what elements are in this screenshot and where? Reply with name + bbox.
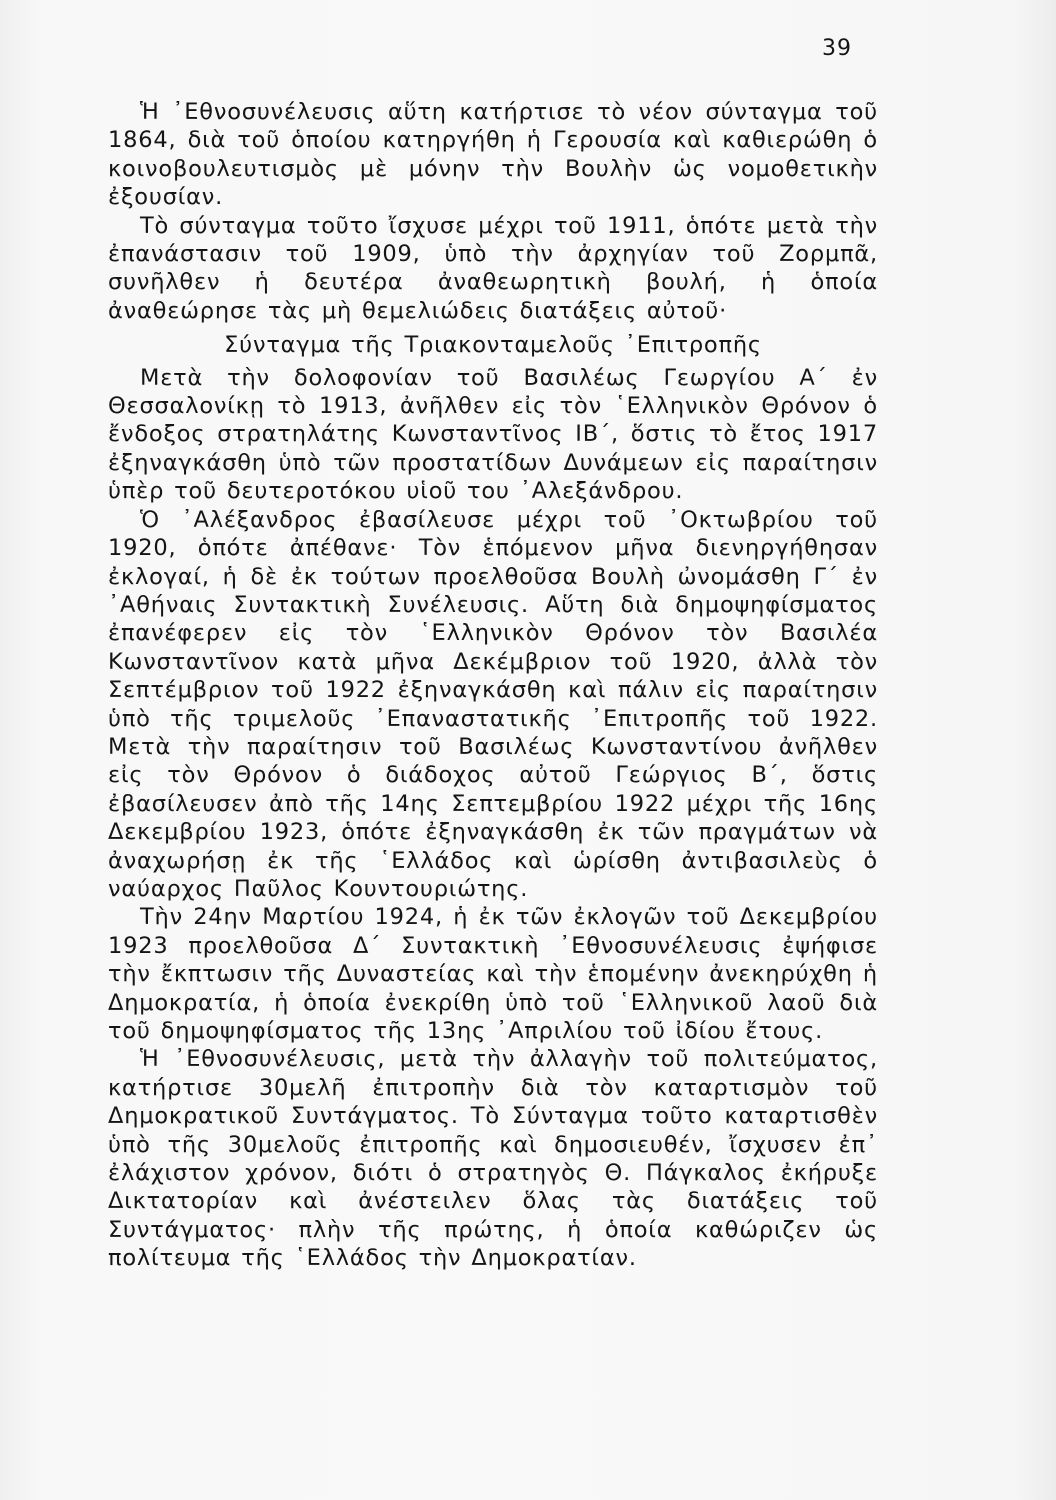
paragraph-1: Ἡ ᾿Εθνοσυνέλευσις αὕτη κατήρτισε τὸ νέον σύνταγμα τοῦ 1864, διὰ τοῦ ὁποίου κατηργήθη ἡ Γερουσία καὶ καθιερώθη ὁ κοινοβουλευτισμὸς μὲ μόνην τὴν Βουλὴν ὡς νομοθετικὴν ἐξουσίαν.: [108, 99, 878, 211]
section-heading: Σύνταγμα τῆς Τριακονταμελοῦς ᾿Επιτροπῆς: [224, 332, 762, 359]
paragraph-2: Τὸ σύνταγμα τοῦτο ἴσχυσε μέχρι τοῦ 1911, ὁπότε μετὰ τὴν ἐπανάστασιν τοῦ 1909, ὑπὸ τὴν ἀρχηγίαν τοῦ Ζορμπᾶ, συνῆλθεν ἡ δευτέρα ἀναθεωρητικὴ βουλή, ἡ ὁποία ἀναθεώρησε τὰς μὴ θεμελιώδεις διατάξεις αὐτοῦ·: [108, 212, 878, 324]
paragraph-4: Ὁ ᾿Αλέξανδρος ἐβασίλευσε μέχρι τοῦ ᾿Οκτωβρίου τοῦ 1920, ὁπότε ἀπέθανε· Τὸν ἑπόμενον μῆνα διενηργήθησαν ἐκλογαί, ἡ δὲ ἐκ τούτων προελθοῦσα Βουλὴ ὠνομάσθη Γ΄ ἐν ᾿Αθήναις Συντακτικὴ Συνέλευσις. Αὕτη διὰ δημοψηφίσματος ἐπανέφερεν εἰς τὸν ῾Ελληνικὸν Θρόνον τὸν Βασιλέα Κωνσταντῖνον κατὰ μῆνα Δεκέμβριον τοῦ 1920, ἀλλὰ τὸν Σεπτέμβριον τοῦ 1922 ἐξηναγκάσθη καὶ πάλιν εἰς παραίτησιν ὑπὸ τῆς τριμελοῦς ᾿Επαναστατικῆς ᾿Επιτροπῆς τοῦ 1922. Μετὰ τὴν παραίτησιν τοῦ Βασιλέως Κωνσταντίνου ἀνῆλθεν εἰς τὸν Θρόνον ὁ διάδοχος αὐτοῦ Γεώργιος Β΄, ὅστις ἐβασίλευσεν ἀπὸ τῆς 14ης Σεπτεμβρίου 1922 μέχρι τῆς 16ης Δεκεμβρίου 1923, ὁπότε ἐξηναγκάσθη ἐκ τῶν πραγμάτων νὰ ἀναχωρήσῃ ἐκ τῆς ῾Ελλάδος καὶ ὡρίσθη ἀντιβασιλεὺς ὁ ναύαρχος Παῦλος Κουντουριώτης.: [108, 506, 878, 902]
paragraph-5: Τὴν 24ην Μαρτίου 1924, ἡ ἐκ τῶν ἐκλογῶν τοῦ Δεκεμβρίου 1923 προελθοῦσα Δ΄ Συντακτικὴ ᾿Εθνοσυνέλευσις ἐψήφισε τὴν ἔκπτωσιν τῆς Δυναστείας καὶ τὴν ἑπομένην ἀνεκηρύχθη ἡ Δημοκρατία, ἡ ὁποία ἐνεκρίθη ὑπὸ τοῦ ῾Ελληνικοῦ λαοῦ διὰ τοῦ δημοψηφίσματος τῆς 13ης ᾿Απριλίου τοῦ ἰδίου ἔτους.: [108, 904, 878, 1044]
body-text: [108, 98, 878, 1273]
paragraph-3: Μετὰ τὴν δολοφονίαν τοῦ Βασιλέως Γεωργίου Α΄ ἐν Θεσσαλονίκῃ τὸ 1913, ἀνῆλθεν εἰς τὸν ῾Ελληνικὸν Θρόνον ὁ ἔνδοξος στρατηλάτης Κωνσταντῖνος ΙΒ΄, ὅστις τὸ ἔτος 1917 ἐξηναγκάσθη ὑπὸ τῶν προστατίδων Δυνάμεων εἰς παραίτησιν ὑπὲρ τοῦ δευτεροτόκου υἱοῦ του ᾿Αλεξάνδρου.: [108, 364, 878, 505]
paragraph-6: Ἡ ᾿Εθνοσυνέλευσις, μετὰ τὴν ἀλλαγὴν τοῦ πολιτεύματος, κατήρτισε 30μελῆ ἐπιτροπὴν διὰ τὸν καταρτισμὸν τοῦ Δημοκρατικοῦ Συντάγματος. Τὸ Σύνταγμα τοῦτο καταρτισθὲν ὑπὸ τῆς 30μελοῦς ἐπιτροπῆς καὶ δημοσιευθέν, ἴσχυσεν ἐπ᾿ ἐλάχιστον χρόνον, διότι ὁ στρατηγὸς Θ. Πάγκαλος ἐκήρυξε Δικτατορίαν καὶ ἀνέστειλεν ὅλας τὰς διατάξεις τοῦ Συντάγματος· πλὴν τῆς πρώτης, ἡ ὁποία καθώριζεν ὡς πολίτευμα τῆς ῾Ελλάδος τὴν Δημοκρατίαν.: [108, 1046, 878, 1272]
page-number: 39: [822, 36, 852, 61]
